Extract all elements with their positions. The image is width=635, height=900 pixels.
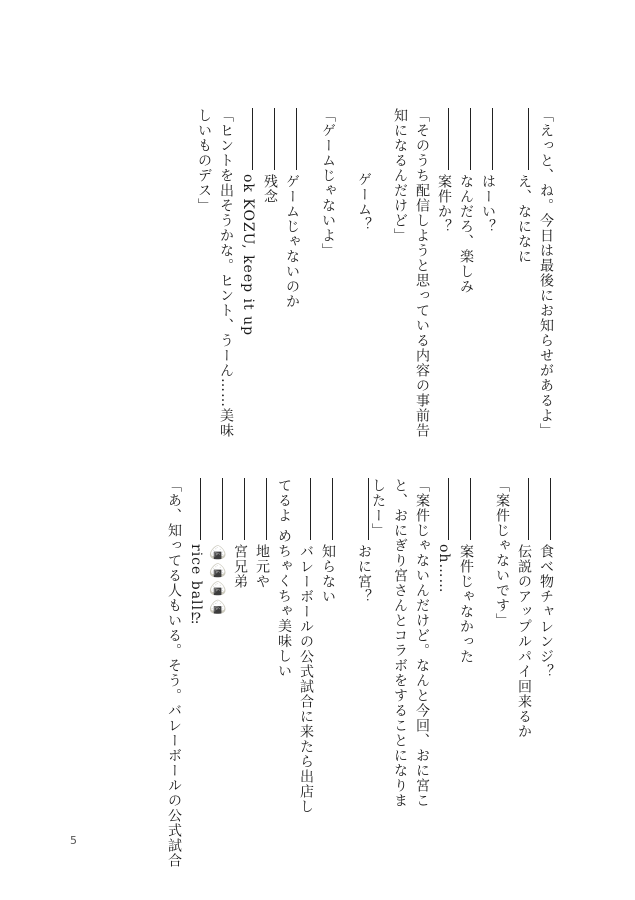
chat-comment: バレーボールの公式試合に来たら出店してるよ めちゃくちゃ美味しい — [273, 478, 317, 818]
chat-comment: え、なになに — [513, 108, 535, 448]
chat-comment: 宮兄弟 — [229, 478, 251, 818]
chat-comment: 🍙🍙🍙🍙 — [207, 478, 229, 818]
chat-comment: 知らない — [317, 478, 339, 818]
dialog-line: ゲーム？ — [356, 172, 372, 232]
page-number: 5 — [70, 834, 77, 847]
top-column — [179, 108, 557, 448]
chat-comment: おに宮？ — [353, 478, 375, 818]
chat-comment: 地元や — [251, 478, 273, 818]
chat-comment: 食べ物チャレンジ？ — [535, 478, 557, 818]
chat-comment: はーい？ — [477, 108, 499, 448]
dialog-line: 「案件じゃないんだけど。なんと今回、おに宮こと、おにぎり宮さんとコラボをすることになりましたー」 — [370, 478, 430, 808]
bottom-column — [149, 478, 557, 868]
chat-comment: 伝説のアップルパイ回来るか — [513, 478, 535, 818]
chat-comment: ok KOZU, keep it up — [237, 108, 259, 448]
dialog-line: 「ヒントを出そうかな。ヒント、うーん……美味しいものデス」 — [196, 108, 234, 438]
chat-comment: なんだろ、楽しみ — [455, 108, 477, 448]
chat-comment: 案件じゃなかった — [455, 478, 477, 818]
dialog-line: 「案件じゃないです」 — [494, 478, 510, 628]
chat-comment: 案件か？ — [433, 108, 455, 448]
chat-comment: oh…… — [433, 478, 455, 818]
chat-comment: 残念 — [259, 108, 281, 448]
dialog-line: 「ゲームじゃないよ」 — [320, 108, 336, 258]
chat-comment: rice ball⁉ — [185, 478, 207, 818]
dialog-line: 「えっと、ね。今日は最後にお知らせがあるよ」 — [538, 108, 554, 438]
dialog-line: 「そのうち配信しようと思っている内容の事前告知になるんだけど」 — [392, 108, 430, 438]
dialog-line: 「あ、知ってる人もいる。そう。バレーボールの公式試合 — [166, 478, 182, 868]
chat-comment: ゲームじゃないのか — [281, 108, 303, 448]
